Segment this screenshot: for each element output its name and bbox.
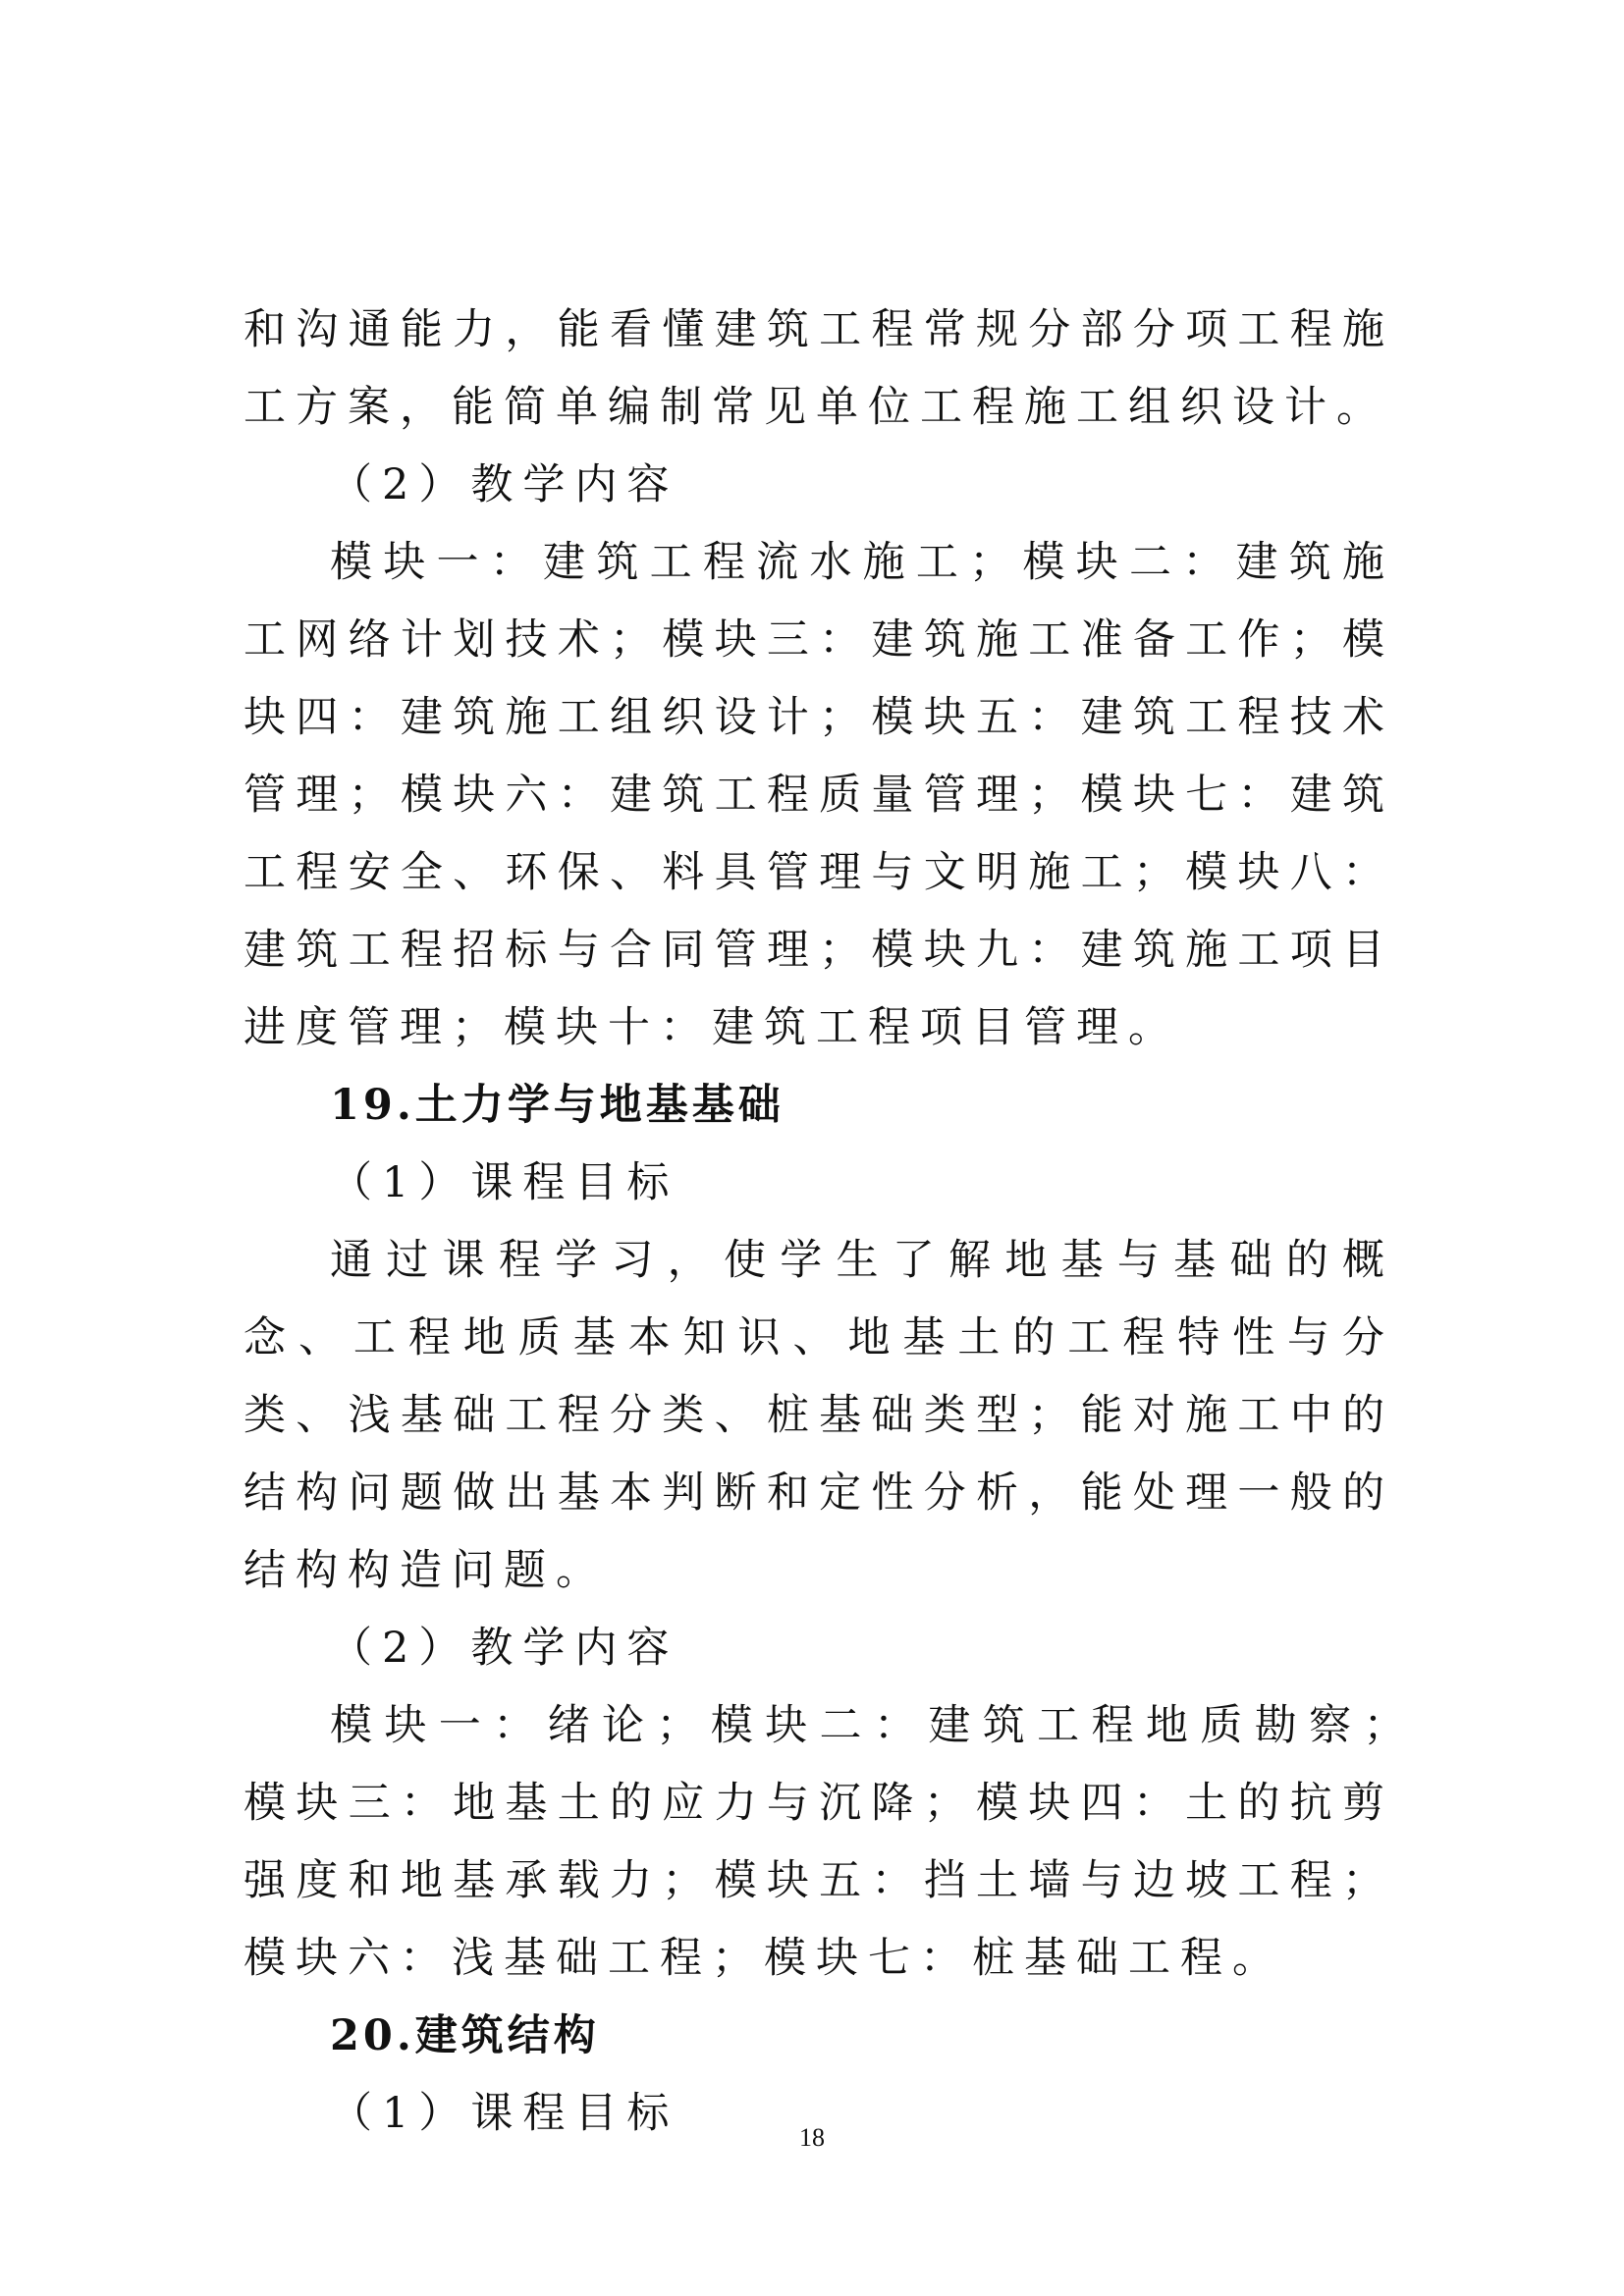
paragraph-modules-19: 模块一：绪论；模块二：建筑工程地质勘察； 模块三：地基土的应力与沉降；模块四：土的抗剪强度和地基承载力；模块五：挡土墙与边坡工程；模块六：浅基础工程；模块七：桩基础工程。 [244, 1701, 1446, 1983]
paragraph-modules-18: 模块一：建筑工程流水施工；模块二：建筑施工网络计划技术；模块三：建筑施工准备工作；模块四：建筑施工组织设计；模块五：建筑工程技术管理；模块六：建筑工程质量管理；模块七：建筑工程安全、环保、料具管理与文明施工；模块八：建筑工程招标与合同管理；模块九：建筑施工项目进度管理；模块十：建筑工程项目管理。 [244, 538, 1394, 1052]
subheading-teaching-content-19: （2）教学内容 [330, 1624, 679, 1673]
paragraph-communication: 和沟通能力，能看懂建筑工程常规分部分项工程施工方案，能简单编制常见单位工程施工组织设计。 [244, 305, 1394, 432]
paragraph-goal-19: 通过课程学习，使学生了解地基与基础的概念、工程地质基本知识、地基土的工程特性与分类、浅基础工程分类、桩基础类型；能对施工中的结构问题做出基本判断和定性分析，能处理一般的结构构造问题。 [244, 1236, 1394, 1595]
section-heading-20: 20.建筑结构 [330, 2011, 600, 2060]
subheading-course-goal-19: （1）课程目标 [330, 1158, 679, 1207]
section-heading-19: 19.土力学与地基基础 [330, 1081, 785, 1130]
subheading-teaching-content-18: （2）教学内容 [330, 460, 679, 509]
body-text [244, 292, 1446, 2153]
subheading-course-goal-20: （1）课程目标 [330, 2089, 679, 2138]
page-number: 18 [799, 2123, 825, 2152]
